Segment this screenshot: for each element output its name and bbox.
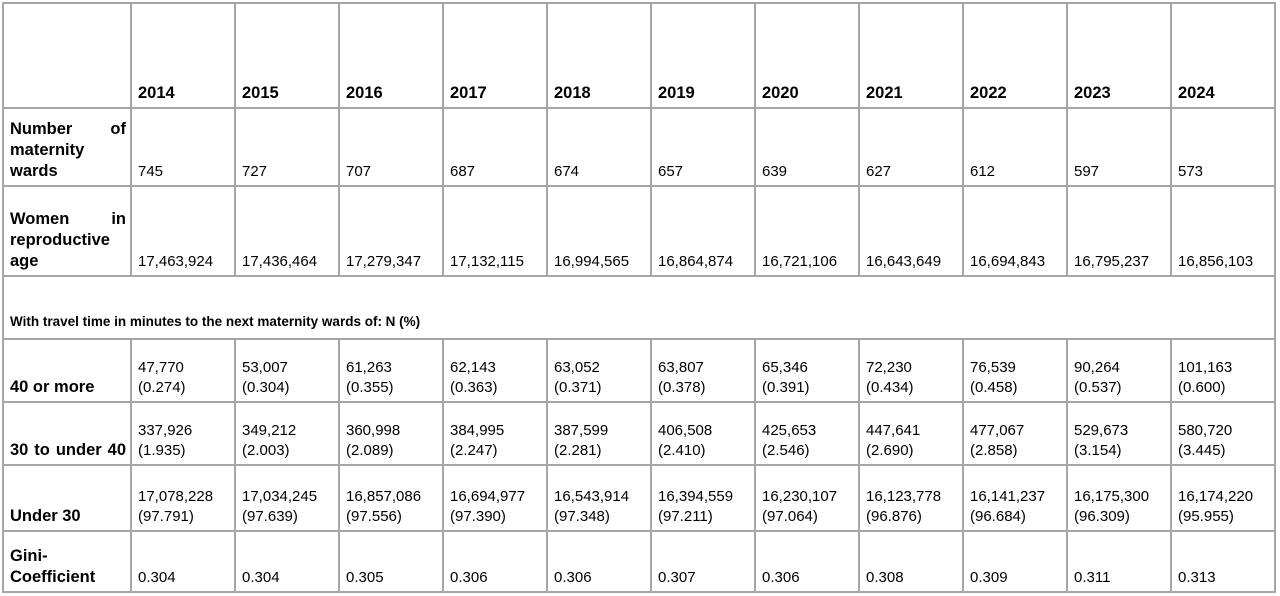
table-cell — [339, 339, 443, 402]
table-cell: 727 — [235, 108, 339, 186]
cell-percent: (97.064) — [762, 508, 818, 525]
table-cell: 0.306 — [547, 531, 651, 592]
table-cell — [651, 402, 755, 465]
cell-value: 425,653 — [762, 422, 817, 439]
cell-percent: (2.410) — [658, 442, 706, 459]
cell-percent: (96.684) — [970, 508, 1026, 525]
table-row-under-30 — [3, 465, 1275, 531]
cell-value: 90,264 — [1074, 359, 1120, 376]
cell-percent: (97.791) — [138, 508, 194, 525]
cell-value: 360,998 — [346, 422, 401, 439]
table-cell: 0.309 — [963, 531, 1067, 592]
table-cell: 639 — [755, 108, 859, 186]
cell-value: 16,141,237 — [970, 488, 1046, 505]
row-label: 40 or more — [3, 339, 131, 402]
cell-percent: (0.363) — [450, 379, 498, 396]
table-row-40-or-more — [3, 339, 1275, 402]
row-label — [3, 402, 131, 465]
cell-value: 72,230 — [866, 359, 912, 376]
table-row-women — [3, 186, 1275, 276]
cell-percent: (97.556) — [346, 508, 402, 525]
table-cell: 16,721,106 — [755, 186, 859, 276]
table-cell — [859, 402, 963, 465]
table-cell: 0.304 — [235, 531, 339, 592]
row-label: Gini-Coefficient — [3, 531, 131, 592]
cell-percent: (97.211) — [658, 508, 713, 525]
cell-percent: (0.600) — [1178, 379, 1226, 396]
row-label: Women in reproductive age — [3, 186, 131, 276]
cell-percent: (0.371) — [554, 379, 602, 396]
table-cell: 0.311 — [1067, 531, 1171, 592]
table-cell — [235, 465, 339, 531]
row-label-text: 30 to under 40 — [10, 441, 126, 459]
cell-value: 101,163 — [1178, 359, 1233, 376]
table-cell: 16,694,843 — [963, 186, 1067, 276]
cell-value: 406,508 — [658, 422, 713, 439]
table-cell — [1067, 402, 1171, 465]
table-cell — [235, 339, 339, 402]
cell-percent: (96.309) — [1074, 508, 1130, 525]
year-header: 2019 — [651, 3, 755, 108]
table-cell — [131, 339, 235, 402]
cell-percent: (2.690) — [866, 442, 914, 459]
section-title: With travel time in minutes to the next maternity wards of: N (%) — [3, 276, 1275, 339]
table-cell: 0.305 — [339, 531, 443, 592]
cell-value: 63,052 — [554, 359, 600, 376]
table-row-30-to-under-40 — [3, 402, 1275, 465]
cell-percent: (0.434) — [866, 379, 914, 396]
table-cell — [547, 339, 651, 402]
year-header: 2016 — [339, 3, 443, 108]
cell-value: 477,067 — [970, 422, 1025, 439]
table-cell — [131, 465, 235, 531]
table-cell: 674 — [547, 108, 651, 186]
cell-percent: (2.546) — [762, 442, 810, 459]
table-cell: 0.306 — [443, 531, 547, 592]
year-header: 2021 — [859, 3, 963, 108]
table-cell — [859, 339, 963, 402]
table-cell — [547, 465, 651, 531]
table-cell — [651, 465, 755, 531]
cell-value: 384,995 — [450, 422, 505, 439]
maternity-wards-table — [2, 2, 1276, 593]
cell-value: 63,807 — [658, 359, 704, 376]
table-cell — [547, 402, 651, 465]
table-cell — [963, 402, 1067, 465]
section-row — [3, 276, 1275, 339]
corner-cell — [3, 3, 131, 108]
table-cell: 0.308 — [859, 531, 963, 592]
cell-percent: (1.935) — [138, 442, 186, 459]
year-header: 2022 — [963, 3, 1067, 108]
table-cell — [859, 465, 963, 531]
table-cell: 745 — [131, 108, 235, 186]
cell-percent: (0.391) — [762, 379, 810, 396]
cell-percent: (0.355) — [346, 379, 394, 396]
table-cell: 17,279,347 — [339, 186, 443, 276]
table-cell — [1171, 465, 1275, 531]
row-label: Number of maternity wards — [3, 108, 131, 186]
cell-value: 387,599 — [554, 422, 609, 439]
cell-value: 16,230,107 — [762, 488, 838, 505]
table-cell — [1067, 339, 1171, 402]
table-cell: 16,643,649 — [859, 186, 963, 276]
cell-value: 47,770 — [138, 359, 184, 376]
cell-value: 61,263 — [346, 359, 392, 376]
cell-percent: (3.445) — [1178, 442, 1226, 459]
row-label: Under 30 — [3, 465, 131, 531]
cell-value: 337,926 — [138, 422, 193, 439]
table-cell: 0.304 — [131, 531, 235, 592]
cell-percent: (0.378) — [658, 379, 706, 396]
table-cell: 17,463,924 — [131, 186, 235, 276]
table-cell — [443, 465, 547, 531]
table-cell: 707 — [339, 108, 443, 186]
cell-value: 53,007 — [242, 359, 288, 376]
table-cell — [755, 402, 859, 465]
cell-value: 16,694,977 — [450, 488, 526, 505]
table-cell — [651, 339, 755, 402]
cell-percent: (2.247) — [450, 442, 498, 459]
cell-value: 349,212 — [242, 422, 297, 439]
year-header: 2018 — [547, 3, 651, 108]
cell-percent: (0.537) — [1074, 379, 1122, 396]
table-cell — [963, 339, 1067, 402]
cell-value: 16,394,559 — [658, 488, 734, 505]
cell-percent: (95.955) — [1178, 508, 1234, 525]
table-cell — [339, 465, 443, 531]
table-cell — [1171, 402, 1275, 465]
table-cell: 0.313 — [1171, 531, 1275, 592]
cell-value: 17,034,245 — [242, 488, 318, 505]
cell-value: 16,175,300 — [1074, 488, 1150, 505]
table-cell — [755, 465, 859, 531]
cell-value: 580,720 — [1178, 422, 1233, 439]
table-cell: 0.307 — [651, 531, 755, 592]
table-cell: 687 — [443, 108, 547, 186]
table-cell: 16,994,565 — [547, 186, 651, 276]
table-cell — [443, 339, 547, 402]
cell-value: 76,539 — [970, 359, 1016, 376]
cell-value: 16,174,220 — [1178, 488, 1254, 505]
table-cell — [443, 402, 547, 465]
table-cell — [131, 402, 235, 465]
table-cell: 597 — [1067, 108, 1171, 186]
header-row — [3, 3, 1275, 108]
cell-percent: (0.274) — [138, 379, 186, 396]
cell-value: 16,857,086 — [346, 488, 422, 505]
table-cell — [1067, 465, 1171, 531]
cell-percent: (97.639) — [242, 508, 298, 525]
table-cell: 16,856,103 — [1171, 186, 1275, 276]
year-header: 2024 — [1171, 3, 1275, 108]
table-cell — [235, 402, 339, 465]
cell-percent: (2.281) — [554, 442, 602, 459]
table-cell: 16,795,237 — [1067, 186, 1171, 276]
year-header: 2014 — [131, 3, 235, 108]
table-cell: 17,132,115 — [443, 186, 547, 276]
cell-value: 16,123,778 — [866, 488, 942, 505]
cell-value: 529,673 — [1074, 422, 1129, 439]
table-cell — [339, 402, 443, 465]
cell-percent: (0.458) — [970, 379, 1018, 396]
cell-percent: (97.348) — [554, 508, 610, 525]
cell-percent: (2.003) — [242, 442, 290, 459]
year-header: 2017 — [443, 3, 547, 108]
table-cell: 16,864,874 — [651, 186, 755, 276]
cell-percent: (2.858) — [970, 442, 1018, 459]
table-row-gini — [3, 531, 1275, 592]
cell-value: 16,543,914 — [554, 488, 630, 505]
year-header: 2020 — [755, 3, 859, 108]
table-cell — [963, 465, 1067, 531]
cell-percent: (0.304) — [242, 379, 290, 396]
cell-value: 447,641 — [866, 422, 921, 439]
table-cell: 627 — [859, 108, 963, 186]
table-row-maternity-wards — [3, 108, 1275, 186]
table-cell — [755, 339, 859, 402]
cell-percent: (3.154) — [1074, 442, 1122, 459]
table-cell: 657 — [651, 108, 755, 186]
table-cell: 612 — [963, 108, 1067, 186]
table-cell: 573 — [1171, 108, 1275, 186]
table-cell — [1171, 339, 1275, 402]
year-header: 2023 — [1067, 3, 1171, 108]
cell-percent: (96.876) — [866, 508, 922, 525]
year-header: 2015 — [235, 3, 339, 108]
cell-value: 62,143 — [450, 359, 496, 376]
cell-value: 17,078,228 — [138, 488, 214, 505]
table-cell: 0.306 — [755, 531, 859, 592]
table-cell: 17,436,464 — [235, 186, 339, 276]
cell-percent: (2.089) — [346, 442, 394, 459]
cell-value: 65,346 — [762, 359, 808, 376]
cell-percent: (97.390) — [450, 508, 506, 525]
